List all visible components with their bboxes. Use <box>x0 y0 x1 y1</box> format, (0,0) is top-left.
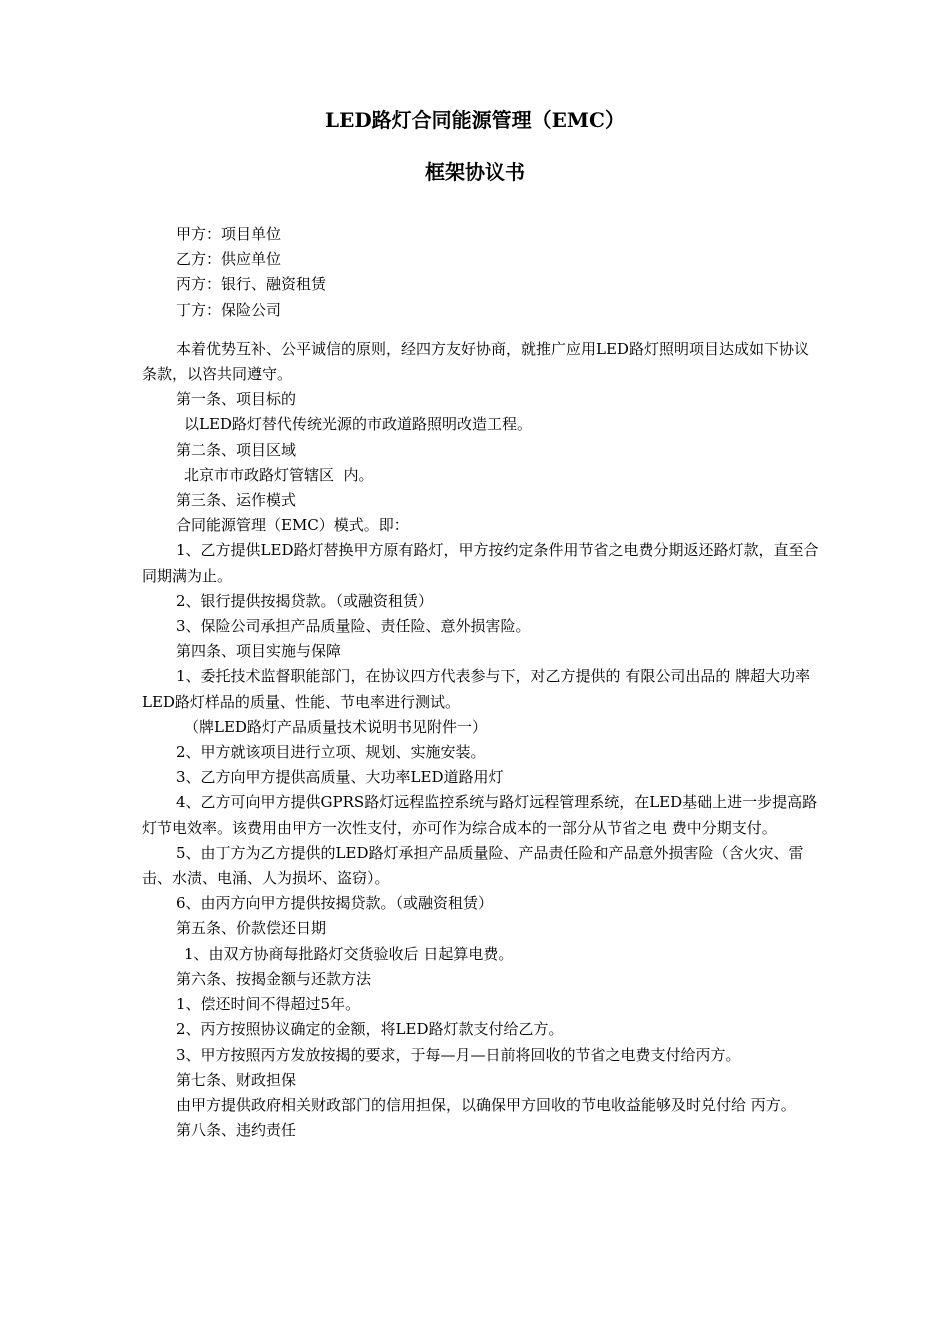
article-heading: 第一条、项目标的 <box>176 390 297 409</box>
article-heading: 第二条、项目区域 <box>176 440 297 459</box>
clause-text: 1、委托技术监督职能部门，在协议四方代表参与下，对乙方提供的 有限公司出品的 牌超大功率LED路灯样品的质量、性能、节电率进行测试。 <box>142 667 811 711</box>
article-heading: 第五条、价款偿还日期 <box>176 919 327 938</box>
clause-text: 1、乙方提供LED路灯替换甲方原有路灯，甲方按约定条件用节省之电费分期返还路灯款，直至合同期满为止。 <box>142 541 819 585</box>
spacer <box>142 323 822 337</box>
document-body <box>142 222 822 1143</box>
clause-text: 3、甲方按照丙方发放按揭的要求，于每—月—日前将回收的节省之电费支付给丙方。 <box>176 1045 741 1064</box>
party-d: 丁方：保险公司 <box>176 300 282 319</box>
clause-text: 5、由丁方为乙方提供的LED路灯承担产品质量险、产品责任险和产品意外损害险（含火灾、雷击、水渍、电涌、人为损坏、盗窃）。 <box>142 843 804 888</box>
article-text: 北京市市政路灯管辖区 内。 <box>184 465 374 484</box>
article-text: 以LED路灯替代传统光源的市政道路照明改造工程。 <box>184 415 532 434</box>
clause-text: 1、由双方协商每批路灯交货验收后 日起算电费。 <box>184 944 514 963</box>
document-subtitle: 框架协议书 <box>425 160 525 184</box>
article-heading: 第三条、运作模式 <box>176 491 297 510</box>
clause-text: 3、乙方向甲方提供高质量、大功率LED道路用灯 <box>176 768 504 787</box>
clause-text: 由甲方提供政府相关财政部门的信用担保，以确保甲方回收的节电收益能够及时兑付给 丙方。 <box>176 1095 796 1114</box>
clause-note: （牌LED路灯产品质量技术说明书见附件一） <box>184 717 487 736</box>
clause-text: 2、丙方按照协议确定的金额，将LED路灯款支付给乙方。 <box>176 1020 564 1039</box>
article-heading: 第七条、财政担保 <box>176 1070 297 1089</box>
article-heading: 第四条、项目实施与保障 <box>176 642 342 661</box>
document-title: LED路灯合同能源管理（EMC） <box>325 108 625 132</box>
party-b: 乙方：供应单位 <box>176 250 282 269</box>
preamble: 本着优势互补、公平诚信的原则，经四方友好协商，就推广应用LED路灯照明项目达成如下协议条款，以咨共同遵守。 <box>142 339 809 384</box>
clause-text: 6、由丙方向甲方提供按揭贷款。（或融资租赁） <box>176 894 494 913</box>
clause-text: 2、银行提供按揭贷款。（或融资租赁） <box>176 591 434 610</box>
article-heading: 第六条、按揭金额与还款方法 <box>176 969 372 988</box>
party-a: 甲方：项目单位 <box>176 225 282 243</box>
article-heading: 第八条、违约责任 <box>176 1121 297 1140</box>
party-c: 丙方：银行、融资租赁 <box>176 275 327 294</box>
article-text: 合同能源管理（EMC）模式。即： <box>176 516 409 535</box>
clause-text: 3、保险公司承担产品质量险、责任险、意外损害险。 <box>176 617 531 636</box>
clause-text: 4、乙方可向甲方提供GPRS路灯远程监控系统与路灯远程管理系统，在LED基础上进一步提高路灯节电效率。该费用由甲方一次性支付，亦可作为综合成本的一部分从节省之电 费中分期支付。 <box>142 793 818 837</box>
clause-text: 1、偿还时间不得超过5年。 <box>176 995 361 1014</box>
clause-text: 2、甲方就该项目进行立项、规划、实施安装。 <box>176 743 486 762</box>
